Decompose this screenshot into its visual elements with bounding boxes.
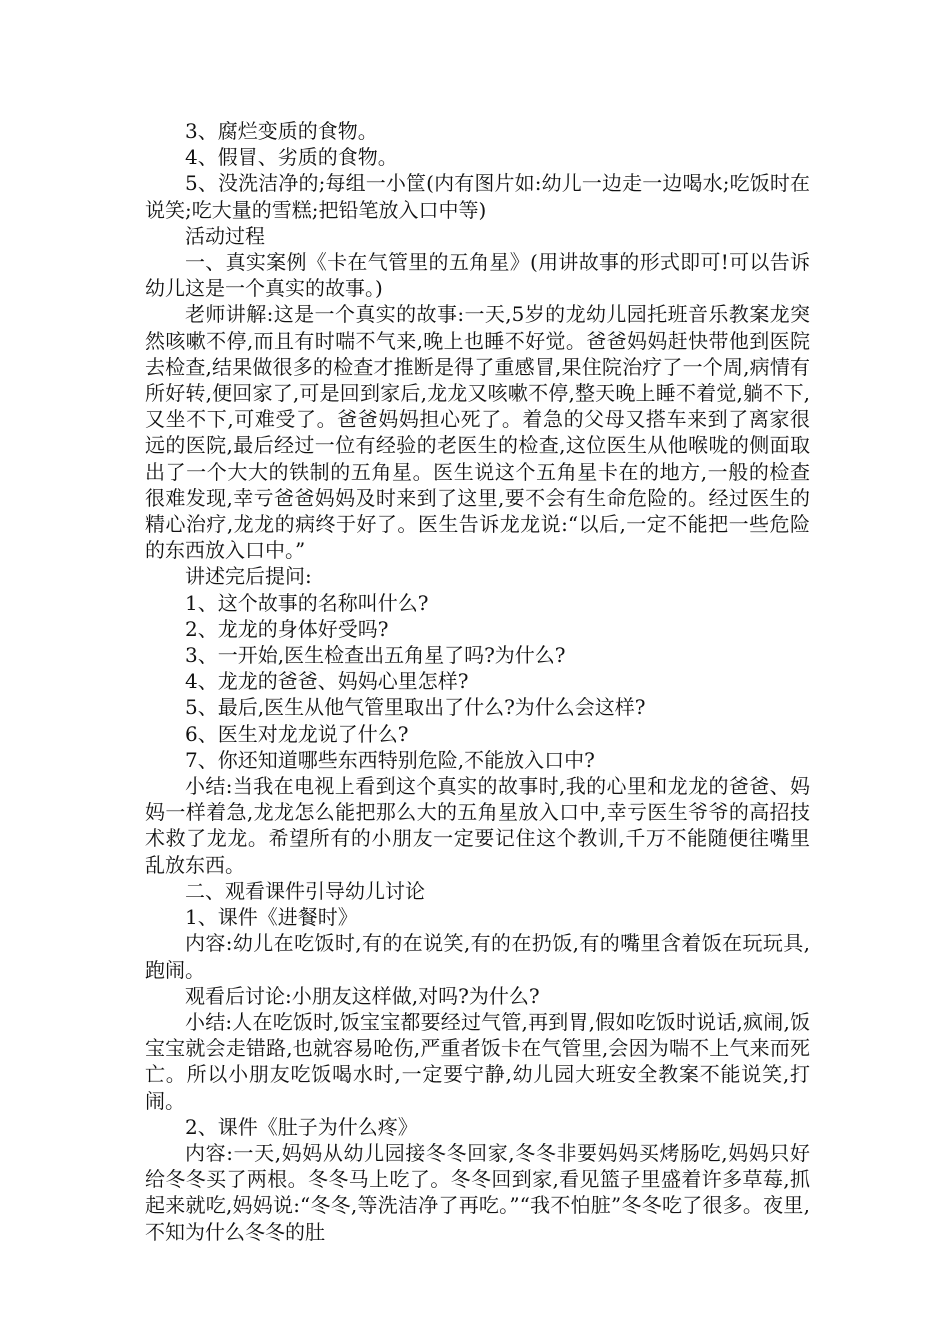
paragraph-summary-1: 小结:当我在电视上看到这个真实的故事时,我的心里和龙龙的爸爸、妈妈一样着急,龙龙怎么能把那么大的五角星放入口中,幸亏医生爷爷的高招技术救了龙龙。希望所有的小朋友一定要记住这个教训,千万不能随便往嘴里乱放东西。 bbox=[145, 774, 810, 877]
section-heading-activity-process: 活动过程 bbox=[185, 223, 265, 248]
paragraph-content-1: 内容:幼儿在吃饭时,有的在说笑,有的在扔饭,有的嘴里含着饭在玩玩具,跑闹。 bbox=[145, 931, 810, 982]
section-heading-courseware: 二、观看课件引导幼儿讨论 bbox=[185, 878, 425, 903]
paragraph-summary-2: 小结:人在吃饭时,饭宝宝都要经过气管,再到胃,假如吃饭时说话,疯闹,饭宝宝就会走错路,也就容易呛伤,严重者饭卡在气管里,会因为喘不上气来而死亡。所以小朋友吃饭喝水时,一定要宁静,幼儿园大班安全教案不能说笑,打闹。 bbox=[145, 1009, 810, 1113]
question-item-2: 2、龙龙的身体好受吗? bbox=[185, 616, 389, 641]
paragraph-item-3: 3、腐烂变质的食物。 bbox=[185, 119, 378, 143]
paragraph-content-2: 内容:一天,妈妈从幼儿园接冬冬回家,冬冬非要妈妈买烤肠吃,妈妈只好给冬冬买了两根。冬冬马上吃了。冬冬回到家,看见篮子里盛着许多草莓,抓起来就吃,妈妈说:“冬冬,等洗洁净了再吃。”“我不怕脏”冬冬吃了很多。夜里,不知为什么冬冬的肚 bbox=[145, 1140, 810, 1244]
section-heading-real-case: 一、真实案例《卡在气管里的五角星》(用讲故事的形式即可!可以告诉幼儿这是一个真实的故事。) bbox=[145, 250, 810, 301]
question-item-3: 3、一开始,医生检查出五角星了吗?为什么? bbox=[185, 643, 566, 668]
question-item-5: 5、最后,医生从他气管里取出了什么?为什么会这样? bbox=[185, 695, 646, 720]
paragraph-discussion: 观看后讨论:小朋友这样做,对吗?为什么? bbox=[185, 983, 540, 1008]
paragraph-item-5: 5、没洗洁净的;每组一小筐(内有图片如:幼儿一边走一边喝水;吃饭时在说笑;吃大量的雪糕;把铅笔放入口中等) bbox=[145, 171, 810, 222]
paragraph-teacher-story: 老师讲解:这是一个真实的故事:一天,5岁的龙幼儿园托班音乐教案龙突然咳嗽不停,而且有时喘不气来,晚上也睡不好觉。爸爸妈妈赶快带他到医院去检查,结果做很多的检查才推断是得了重感冒,果住院治疗了一个周,病情有所好转,便回家了,可是回到家后,龙龙又咳嗽不停,整天晚上睡不着觉,躺不下,又坐不下,可难受了。爸爸妈妈担心死了。着急的父母又搭车来到了离家很远的医院,最后经过一位有经验的老医生的检查,这位医生从他喉咙的侧面取出了一个大大的铁制的五角星。医生说这个五角星卡在的地方,一般的检查很难发现,幸亏爸爸妈妈及时来到了这里,要不会有生命危险的。经过医生的精心治疗,龙龙的病终于好了。医生告诉龙龙说:“以后,一定不能把一些危险的东西放入口中。” bbox=[145, 302, 810, 563]
paragraph-questions-intro: 讲述完后提问: bbox=[185, 564, 312, 589]
question-item-1: 1、这个故事的名称叫什么? bbox=[185, 590, 429, 615]
subheading-courseware-1: 1、课件《进餐时》 bbox=[185, 905, 358, 930]
question-item-7: 7、你还知道哪些东西特别危险,不能放入口中? bbox=[185, 747, 595, 772]
paragraph-item-4: 4、假冒、劣质的食物。 bbox=[185, 145, 398, 170]
question-item-4: 4、龙龙的爸爸、妈妈心里怎样? bbox=[185, 669, 469, 694]
document-body bbox=[145, 118, 810, 1245]
question-item-6: 6、医生对龙龙说了什么? bbox=[185, 721, 409, 746]
subheading-courseware-2: 2、课件《肚子为什么疼》 bbox=[185, 1114, 418, 1139]
